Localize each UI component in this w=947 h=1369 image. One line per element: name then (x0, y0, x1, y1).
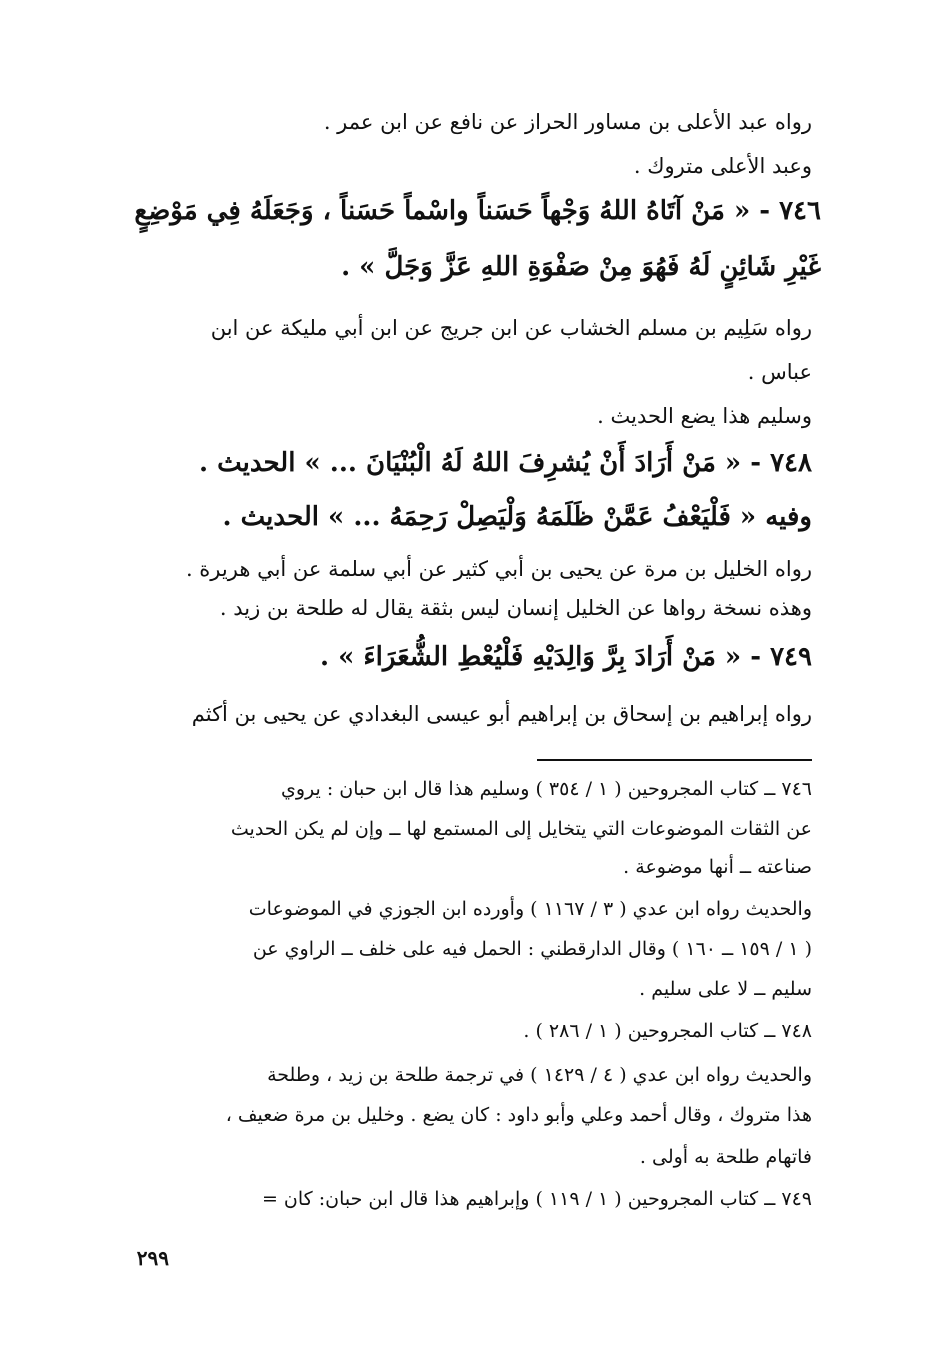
footnote-line: صناعته ــ أنها موضوعة . (623, 856, 812, 878)
text-line: عباس . (747, 360, 812, 384)
hadith-746-line-1: ٧٤٦ - « مَنْ آتَاهُ اللهُ وَجْهاً حَسَناً واسْماً حَسَناً ، وَجَعَلَهُ فِي مَوْضِعٍ (134, 196, 821, 226)
footnote-line: هذا متروك ، وقال أحمد وعلي وأبو داود : كان يضع . وخليل بن مرة ضعيف ، (225, 1104, 812, 1126)
footnote-line: والحديث رواه ابن عدي ( ٤ / ١٤٢٩ ) في ترجمة طلحة بن زيد ، وطلحة (267, 1064, 812, 1086)
footnote-line: والحديث رواه ابن عدي ( ٣ / ١١٦٧ ) وأورده ابن الجوزي في الموضوعات (248, 898, 812, 920)
footnote-line: ٧٤٨ ــ كتاب المجروحين ( ١ / ٢٨٦ ) . (523, 1020, 812, 1042)
hadith-748-continuation: وفيه « فَلْيَعْفُ عَمَّنْ ظَلَمَهُ وَلْيَصِلْ رَحِمَهُ ... » الحديث . (222, 502, 812, 532)
hadith-748-line: ٧٤٨ - « مَنْ أَرَادَ أَنْ يُشرِفَ اللهُ لَهُ الْبُنْيَانَ ... » الحديث . (198, 448, 812, 478)
text-line: وعبد الأعلى متروك . (633, 154, 812, 178)
text-line: رواه إبراهيم بن إسحاق بن إبراهيم أبو عيسى البغدادي عن يحيى بن أكثم (191, 702, 812, 726)
hadith-746-line-2: غَيْرِ شَائِنٍ لَهُ فَهُوَ مِنْ صَفْوَةِ اللهِ عَزَّ وَجَلَّ » . (341, 252, 821, 282)
page-number: ٢٩٩ (136, 1246, 169, 1270)
footnote-line: ( ١ / ١٥٩ ــ ١٦٠ ) وقال الدارقطني : الحمل فيه على خلف ــ الراوي عن (252, 938, 812, 960)
footnote-line: فاتهام طلحة به أولى . (639, 1146, 812, 1168)
text-line: رواه عبد الأعلى بن مساور الحراز عن نافع عن ابن عمر . (323, 110, 812, 134)
hadith-749-line: ٧٤٩ - « مَنْ أَرَادَ بِرَّ وَالِدَيْهِ فَلْيُعْطِ الشُّعَرَاءَ » . (320, 642, 812, 672)
footnote-line: سليم ــ لا على سليم . (639, 978, 812, 1000)
footnote-line: ٧٤٩ ــ كتاب المجروحين ( ١ / ١١٩ ) وإبراهيم هذا قال ابن حبان: كان = (261, 1188, 812, 1210)
text-line: رواه سَلِيم بن مسلم الخشاب عن ابن جريج عن ابن أبي مليكة عن ابن (210, 316, 812, 340)
footnote-line: ٧٤٦ ــ كتاب المجروحين ( ١ / ٣٥٤ ) وسليم هذا قال ابن حبان : يروي (281, 778, 812, 800)
footnote-divider (537, 759, 812, 761)
text-line: رواه الخليل بن مرة عن يحيى بن أبي كثير عن أبي سلمة عن أبي هريرة . (185, 557, 812, 581)
text-line: وهذه نسخة رواها عن الخليل إنسان ليس بثقة يقال له طلحة بن زيد . (219, 596, 812, 620)
footnote-line: عن الثقات الموضوعات التي يتخايل إلى المستمع لها ــ وإن لم يكن الحديث (230, 818, 812, 840)
text-line: وسليم هذا يضع الحديث . (597, 404, 812, 428)
